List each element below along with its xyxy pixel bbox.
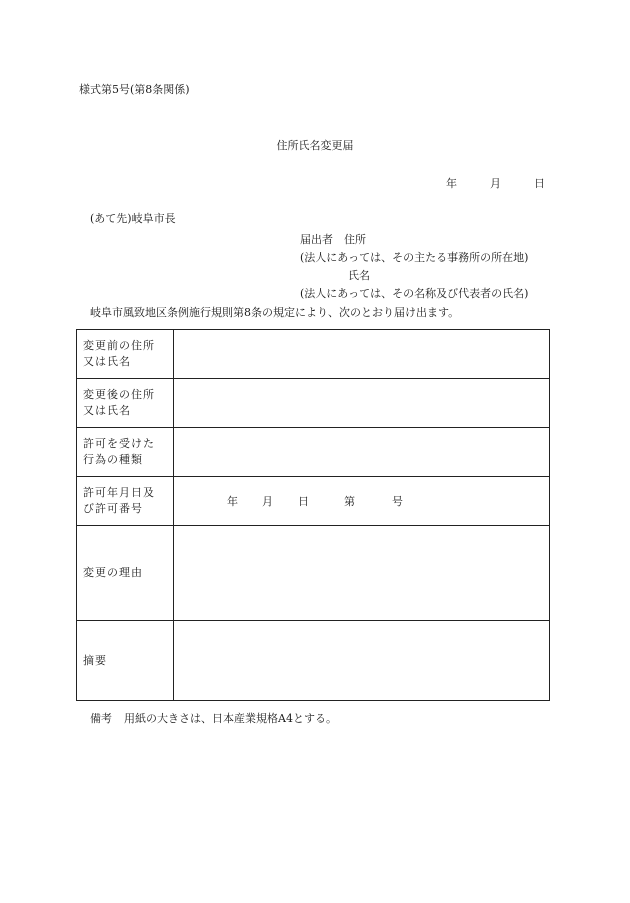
field-summary[interactable] <box>174 621 550 701</box>
table-row <box>77 526 550 621</box>
label-line: び許可番号 <box>83 502 143 515</box>
label-line: 変更前の住所 <box>83 339 155 352</box>
permit-month: 月 <box>262 495 273 508</box>
table-row <box>77 428 550 477</box>
label-line: 又は氏名 <box>83 355 131 368</box>
table-row <box>77 621 550 701</box>
applicant-address-note: (法人にあっては、その主たる事務所の所在地) <box>300 251 529 264</box>
label-line: 許可を受けた <box>83 437 155 450</box>
applicant-name-label: 氏名 <box>348 269 370 282</box>
date-line <box>446 175 545 191</box>
permit-no-suffix: 号 <box>392 495 403 508</box>
table-row <box>77 477 550 526</box>
field-permitted-act[interactable] <box>174 428 550 477</box>
intro-text: 岐阜市風致地区条例施行規則第8条の規定により、次のとおり届け出ます。 <box>90 306 460 319</box>
form-number: 様式第5号(第8条関係) <box>79 83 190 96</box>
row-label-permit-date-number <box>77 477 174 526</box>
label-line: 変更の理由 <box>83 566 143 579</box>
label-line: 又は氏名 <box>83 404 131 417</box>
applicant-address-label: 届出者 住所 <box>300 233 366 246</box>
page-title: 住所氏名変更届 <box>276 139 354 152</box>
table-row <box>77 379 550 428</box>
label-line: 摘要 <box>83 653 107 667</box>
date-year: 年 <box>446 177 457 190</box>
row-label-address-after <box>77 379 174 428</box>
remarks-label: 備考 <box>90 712 112 725</box>
permit-day: 日 <box>298 495 309 508</box>
row-label-address-before <box>77 330 174 379</box>
applicant-name-note: (法人にあっては、その名称及び代表者の氏名) <box>300 287 529 300</box>
field-reason[interactable] <box>174 526 550 621</box>
label-line: 行為の種類 <box>83 453 143 466</box>
permit-no-prefix: 第 <box>344 495 355 508</box>
table-row <box>77 330 550 379</box>
recipient: (あて先)岐阜市長 <box>90 212 176 225</box>
field-permit-date-number[interactable] <box>174 477 550 526</box>
date-day: 日 <box>534 177 545 190</box>
label-line: 許可年月日及 <box>83 486 155 499</box>
date-month: 月 <box>490 177 501 190</box>
row-label-permitted-act <box>77 428 174 477</box>
field-address-before[interactable] <box>174 330 550 379</box>
field-address-after[interactable] <box>174 379 550 428</box>
permit-year: 年 <box>227 495 238 508</box>
row-label-reason <box>77 526 174 621</box>
form-table <box>76 329 550 701</box>
remarks <box>90 710 337 726</box>
label-line: 変更後の住所 <box>83 388 155 401</box>
row-label-summary <box>77 621 174 701</box>
remarks-text: 用紙の大きさは、日本産業規格A4とする。 <box>124 712 337 725</box>
